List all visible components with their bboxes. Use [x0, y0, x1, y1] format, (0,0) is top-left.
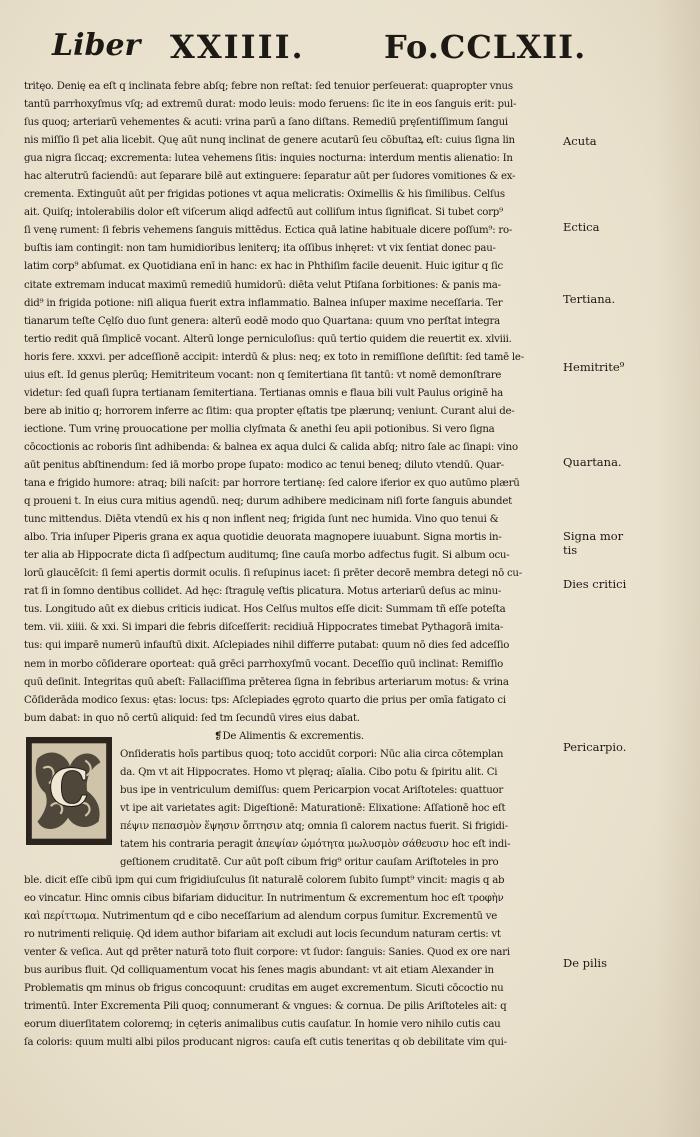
text-line: πέψιν πεπασμὸν ἕψησιν ὄπτησιν atq; omnia ſi calorem nactus fuerit. Si frigidi- [120, 820, 508, 832]
text-line: tem. vii. xiiii. & xxi. Si impari die febris diſceſſerit: recidiuā Hippocrates timebat Pythagorā imita- [24, 622, 504, 634]
header-book-number: XXIIII. [170, 28, 305, 66]
text-line: buſtis iam contingit: non tam humidioribus leniterq; ita oſſibus inhęret: vt vix ſentiat donec pau- [24, 243, 496, 255]
text-line: da. Qm vt ait Hippocrates. Homo vt plęraq; aīalia. Cibo potu & ſpiritu alit. Ci [120, 766, 498, 778]
text-line: albo. Tria inſuper Piperis grana ex aqua quotidie deuorata magnopere iuuabunt. Signa mortis in- [24, 532, 502, 544]
text-line: venter & veſica. Aut qd prēter naturā toto fluit corpore: vt ſudor: ſanguis: Sanies. Quod ex ore nari [24, 947, 510, 959]
decorated-initial-icon [28, 739, 110, 843]
text-line: citate extremam inducat maximū remediū humidorū: diēta velut Ptiſana ſorbitiones: & panis ma- [24, 279, 501, 291]
margin-note-signa-mortis: Signa mor tis [563, 529, 624, 557]
margin-note-quartana: Quartana. [563, 455, 622, 469]
text-line: nis miſſio ſi pet alia licebit. Quę aūt nunq inclinat de genere acutarū ſeu cōbuſtaꝝ eſt: cuius ſigna lin [24, 135, 515, 147]
text-line: did⁹ in frigida potione: niſi aliqua fuerit extra inflammatio. Balnea inſuper maxime neceſſaria. Ter [24, 297, 503, 309]
text-line: tritęo. Denię ea eſt q inclinata febre abſq; febre non reſtat: ſed tenuior perſeuerat: quapropter vnus [24, 81, 513, 92]
text-line: cōcoctionis ac roboris ſint adhibenda: & balnea ex aqua dulci & calida abſq; nitro ſale ac ſinapi: vino [24, 441, 518, 453]
page-edge-shadow [656, 0, 700, 1137]
text-line: ro nutrimenti reliquię. Qd idem author bifariam ait excludi aut locis ſecundum naturam certis: vt [24, 929, 501, 941]
margin-note-ectica: Ectica [563, 220, 600, 234]
text-line: trimentū. Inter Excrementa Pili quoq; connumerant & vngues: & cornua. De pilis Ariſtoteles ait: q [24, 1001, 507, 1013]
text-line: horis fere. xxxvi. per adceſſionē accipit: interdū & plus: neq; ex toto in remiſſione deſiſtit: ſed tamē le- [24, 351, 524, 363]
text-line: eorum diuerſitatem coloremq; in cęteris animalibus cutis cauſatur. In homie vero nihilo cutis cau [24, 1019, 501, 1031]
text-line: bus auribus fluit. Qd colliquamentum vocat his ſenes magis abundant: vt ait etiam Alexander in [24, 965, 494, 977]
text-line: quū deſinit. Integritas quū abeſt: Fallaciſſima prēterea ſigna in febribus arteriarum motus: & vrina [24, 676, 509, 688]
text-line: tunc mittendus. Diēta vtendū ex his q non inflent neq; frigida ſunt nec humida. Vino quo tenui & [24, 514, 499, 526]
text-line: videtur: ſed quaſi ſupra tertianam ſemitertiana. Tertianas omnis e flaua bili vult Paulus originē ha [24, 387, 503, 399]
text-line: tus. Longitudo aūt ex diebus criticis iudicat. Hos Celſus multos eſſe dicit: Summam tñ eſſe poteſta [24, 604, 506, 616]
text-line: latim corp⁹ abſumat. ex Quotidiana enī in hanc: ex hac in Phthiſim facile deuenit. Huic igitur q ſic [24, 261, 503, 273]
text-line: ſi venę rument: ſi febris vehemens ſanguis mittēdus. Ectica quā latine habituale dicere poſſum⁹: ro- [24, 225, 513, 237]
margin-note-dies-critici: Dies critici [563, 577, 627, 591]
text-line: tus: qui imparē numerū infauſtū dixit. Aſclepiades nihil differre putabat: quum nō dies ſed adceſſio [24, 640, 510, 652]
text-line: lorū glaucēſcit: ſi ſemi apertis dormit oculis. ſi reſupinus iacet: ſi prēter decorē membra detegi nō cu- [24, 568, 522, 580]
text-line: ter alia ab Hippocrate dicta ſi adſpectum auditumq; ſine cauſa morbo adfectus fugit. Si album ocu- [24, 550, 510, 562]
text-line: tantū parrhoxyſmus vſq; ad extremū durat: modo leuis: modo feruens: ſic ite in eos ſanguis erit: pul- [24, 99, 517, 111]
text-line: vt ipe ait varietates agit: Digeſtionē: Maturationē: Elixatione: Aſſationē hoc eſt [120, 802, 506, 814]
text-line: bere ab initio q; horrorem inferre ac ſitim: qua propter ęſtatis tpe plærunq; veniunt. Curant alui de- [24, 405, 515, 417]
margin-note-acuta: Acuta [563, 134, 597, 148]
text-line: ble. dicit eſſe cibū ipm qui cum frigidiuſculus ſit naturalē colorem ſubito ſumpt⁹ vincit: magis q ab [24, 875, 505, 887]
text-line: aūt penitus abſtinendum: ſed iā morbo prope ſupato: modico ac tenui beneq; diluto vtendū. Quar- [24, 459, 504, 471]
section-heading: ❡De Alimentis & excrementis. [214, 730, 364, 742]
header-liber: Liber [52, 28, 141, 63]
text-line: ſa coloris: quum multi albi pilos producant nigros: cauſa eſt cutis teneritas q ob debilitate vim qui- [24, 1037, 507, 1049]
text-line: Onſideratis hoīs partibus quoq; toto accidūt corpori: Nūc alia circa cōtemplan [120, 748, 504, 760]
text-line: uius eſt. Id genus plerūq; Hemitriteum vocant: non q ſemitertiana ſit tantū: vt nomē demonſtrare [24, 369, 502, 381]
text-line: geſtionem cruditatē. Cur aūt poſt cibum frig⁹ oritur cauſam Ariſtoteles in pro [120, 857, 499, 869]
text-line: gua nigra ſiccaq; excrementa: lutea vehemens ſitis: inquies nocturna: interdum mentis alienatio: In [24, 153, 513, 165]
text-line: bus ipe in ventriculum demiſſus: quem Pericarpion vocat Ariſtoteles: quattuor [120, 784, 504, 796]
text-line: q proueni t. In eius cura mitius agendū. neq; durum adhibere medicinam niſi forte ſanguis abundet [24, 496, 512, 508]
text-line: rat ſi in ſomno dentibus collidet. Ad hęc: ſtragulę veſtis plicatura. Motus arteriarū deſus ac minu- [24, 586, 502, 598]
text-line: eo vincatur. Hinc omnis cibus bifariam diducitur. In nutrimentum & excrementum hoc eſt τροφὴν [24, 893, 504, 905]
text-line: hac alterutrū faciendū: aut ſeparare bilē aut extinguere: ſeparatur aūt per ſudores vomitiones & ex- [24, 171, 516, 183]
text-line: tianarum teſte Cęlſo duo ſunt genera: alterū eodē modo quo Quartana: quum vno perſtat integra [24, 315, 500, 327]
text-line: bum dabat: in quo nō certū aliquid: ſed tm ſecundū vires eius dabat. [24, 712, 360, 724]
text-line: nem in morbo cōſiderare oporteat: quā grēci parrhoxyſmū vocant. Deceſſio quū inclinat: Remiſſio [24, 658, 504, 670]
margin-note-de-pilis: De pilis [563, 956, 607, 970]
margin-note-hemitriteus: Hemitrite⁹ [563, 360, 625, 374]
running-header [50, 26, 590, 76]
text-line: Problematis qm minus ob frigus concoquunt: cruditas em auget excrementum. Sicuti cōcoctio nu [24, 983, 504, 995]
initial-letter: C [48, 759, 90, 820]
header-folio: Fo.CCLXII. [384, 28, 587, 66]
text-line: tana e frigido humore: atraq; bili naſcit: par horrore tertianę: ſed calore iferior ex quo autūmo plærū [24, 478, 520, 490]
text-line: iectione. Tum vrinę prouocatione per mollia clyſmata & anethi ſeu apii potionibus. Si vero ſigna [24, 423, 495, 435]
text-line: tertio redit quā ſimplicē vocant. Alterū longe perniculoſius: quū tertio quidem die reuertit ex. xlviii. [24, 333, 512, 345]
decorated-initial [26, 737, 112, 845]
margin-note-pericarpio: Pericarpio. [563, 740, 627, 754]
margin-note-tertiana: Tertiana. [563, 292, 616, 306]
text-line: καὶ περίττωμα. Nutrimentum qd e cibo neceſſarium ad alendum corpus ſumitur. Excrementū ve [24, 911, 498, 923]
text-line: crementa. Extinguūt aūt per frigidas potiones vt aqua melicratis: Oximellis & his ſimilibus. Celſus [24, 189, 505, 201]
text-line: ſus quoq; arteriarū vehementes & acuti: vrina parū a ſano diſtans. Remediū pręſentiſſimum ſangui [24, 117, 508, 129]
text-line: ait. Quiſq; intolerabilis dolor eſt viſcerum aliqd adfectū aut colliſum intus ſignificat. Si tubet corp⁹ [24, 207, 503, 219]
text-line: tatem his contraria peragit ἀπεψίαν ὠμότητα μωλυσμὸν σάθευσιν hoc eſt indi- [120, 838, 511, 850]
text-line: Cōſiderāda modico ſexus: ętas: locus: tps: Aſclepiades ęgroto quarto die prius per omīa fatigato ci [24, 694, 506, 706]
main-text-column [24, 78, 554, 1053]
